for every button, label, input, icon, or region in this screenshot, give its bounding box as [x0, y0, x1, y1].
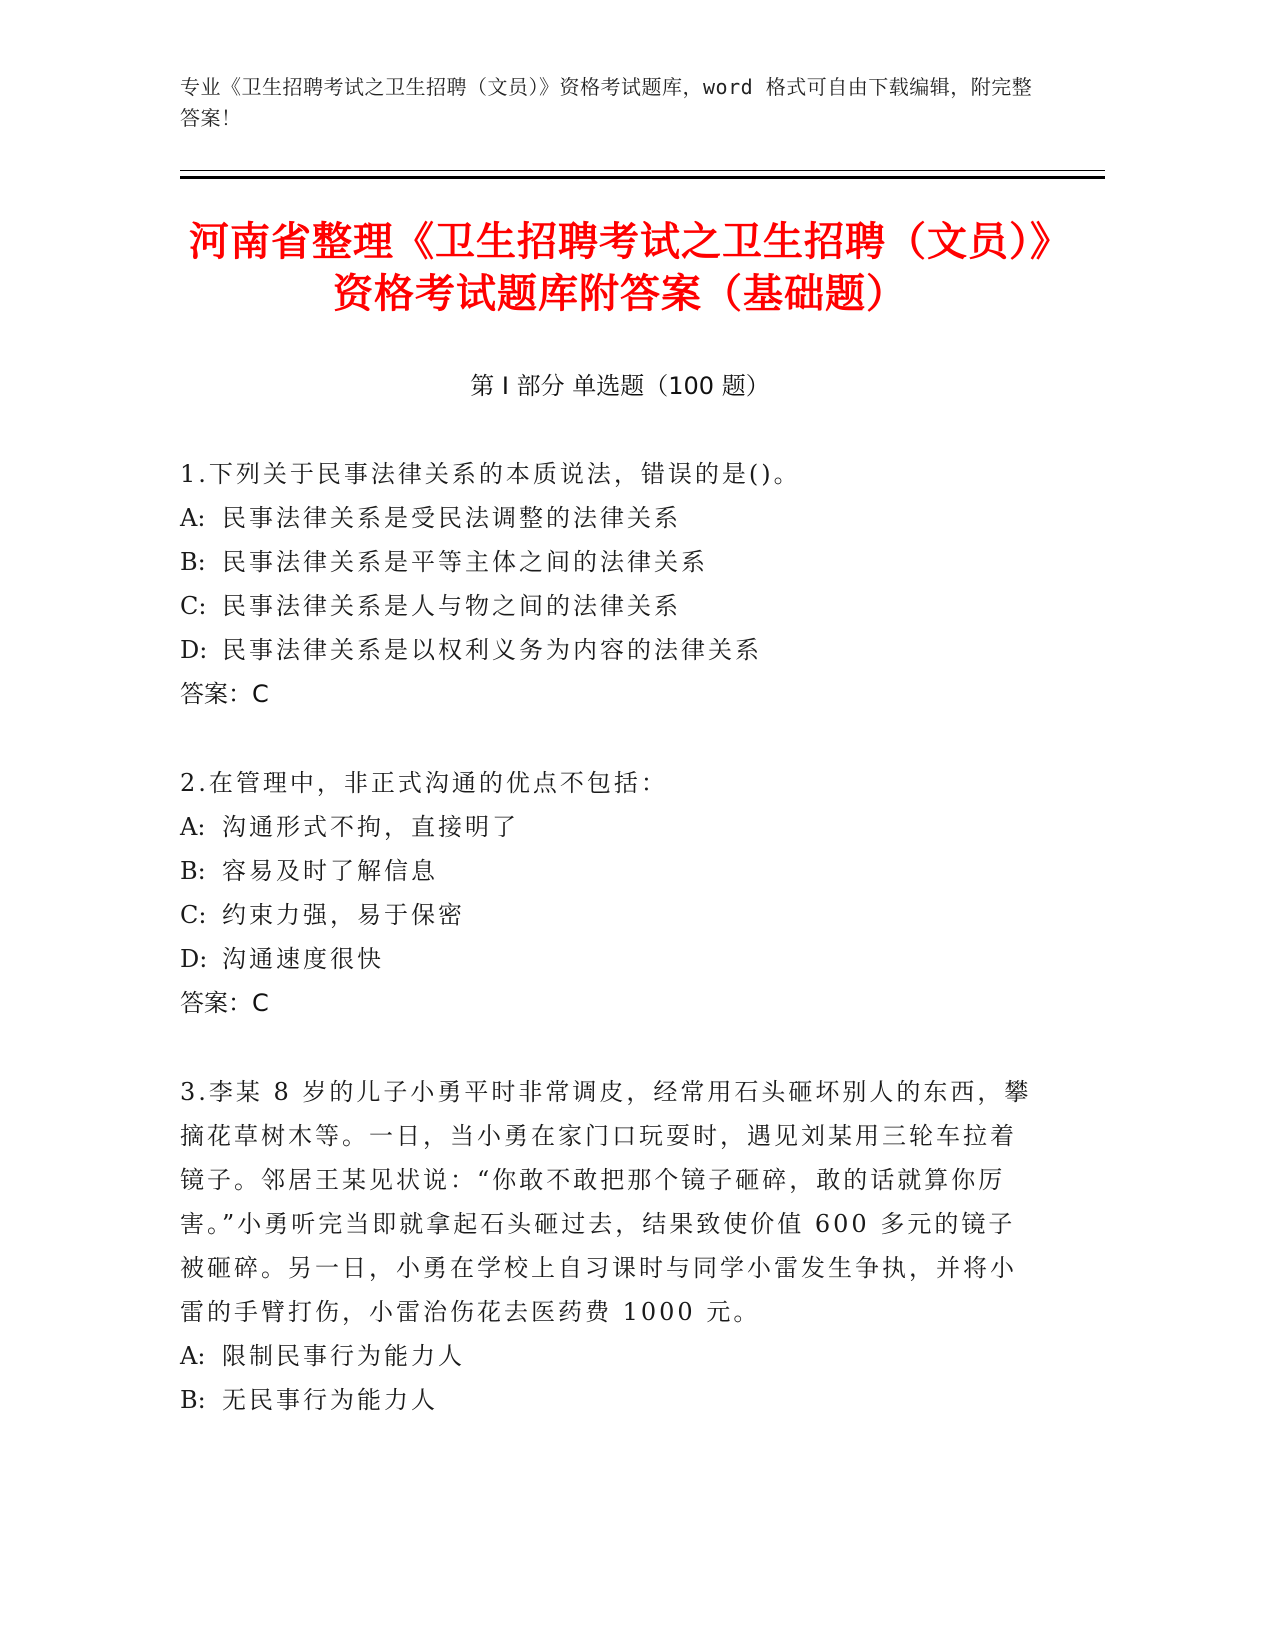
option-key: B: — [180, 1386, 206, 1414]
option-b — [180, 1378, 1040, 1422]
document-title: 河南省整理《卫生招聘考试之卫生招聘（文员）》资格考试题库附答案（基础题） — [189, 219, 1051, 317]
option-key: A: — [180, 813, 206, 841]
header-note: 专业《卫生招聘考试之卫生招聘（文员）》资格考试题库，word 格式可自由下载编辑，附完整答案！ — [180, 75, 1033, 130]
option-text: 民事法律关系是以权利义务为内容的法律关系 — [222, 636, 762, 664]
option-text: 无民事行为能力人 — [222, 1386, 438, 1414]
option-a — [180, 805, 1040, 849]
option-text: 限制民事行为能力人 — [222, 1342, 465, 1370]
answer: 答案：C — [180, 989, 269, 1017]
option-key: A: — [180, 504, 206, 532]
question-stem: 1.下列关于民事法律关系的本质说法，错误的是()。 — [180, 460, 801, 488]
option-key: C: — [180, 901, 207, 929]
option-text: 民事法律关系是平等主体之间的法律关系 — [222, 548, 708, 576]
option-a — [180, 496, 1040, 540]
option-key: D: — [180, 945, 208, 973]
option-key: B: — [180, 548, 206, 576]
option-a — [180, 1334, 1040, 1378]
option-text: 约束力强，易于保密 — [222, 901, 465, 929]
option-key: B: — [180, 857, 206, 885]
option-c — [180, 584, 1040, 628]
option-c — [180, 893, 1040, 937]
option-text: 民事法律关系是人与物之间的法律关系 — [222, 592, 681, 620]
option-text: 沟通速度很快 — [222, 945, 384, 973]
answer: 答案：C — [180, 680, 269, 708]
option-b — [180, 849, 1040, 893]
option-key: A: — [180, 1342, 206, 1370]
option-d — [180, 628, 1040, 672]
question-1 — [180, 452, 1040, 716]
header-divider-thick — [180, 176, 1105, 179]
header-divider-thin — [180, 170, 1105, 171]
option-text: 民事法律关系是受民法调整的法律关系 — [222, 504, 681, 532]
option-text: 沟通形式不拘，直接明了 — [222, 813, 519, 841]
question-3 — [180, 1070, 1040, 1422]
option-key: D: — [180, 636, 208, 664]
question-2 — [180, 761, 1040, 1025]
question-list — [180, 452, 1040, 1467]
option-d — [180, 937, 1040, 981]
option-b — [180, 540, 1040, 584]
option-key: C: — [180, 592, 207, 620]
question-stem: 2.在管理中，非正式沟通的优点不包括： — [180, 769, 668, 797]
question-stem: 3.李某 8 岁的儿子小勇平时非常调皮，经常用石头砸坏别人的东西，攀摘花草树木等。一日，当小勇在家门口玩耍时，遇见刘某用三轮车拉着镜子。邻居王某见状说：“你敢不敢把那个镜子砸碎，敢的话就算你厉害。”小勇听完当即就拿起石头砸过去，结果致使价值 600 多元的镜子被砸碎。另一日，小勇在学校上自习课时与同学小雷发生争执，并将小雷的手臂打伤，小雷治伤花去医药费 1000 元。 — [180, 1078, 1032, 1326]
section-title: 第 I 部分 单选题（100 题） — [470, 372, 770, 400]
option-text: 容易及时了解信息 — [222, 857, 438, 885]
